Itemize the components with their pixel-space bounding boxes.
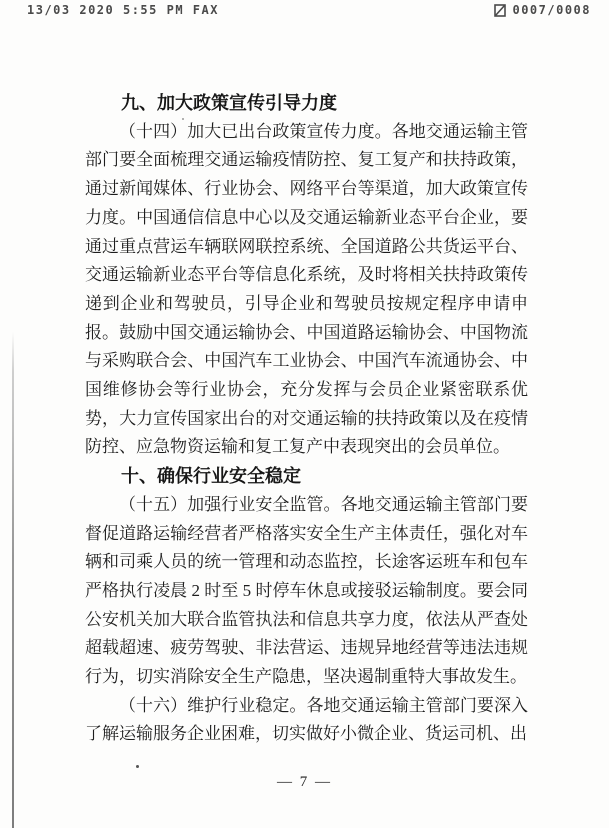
- fax-timestamp: 13/03 2020 5:55 PM FAX: [27, 3, 219, 17]
- paragraph-sixteen: （十六）维护行业稳定。各地交通运输主管部门要深入了解运输服务企业困难，切实做好小微企业、货运司机、出: [85, 695, 528, 744]
- section-heading-ten: 十、确保行业安全稳定: [121, 466, 301, 487]
- fax-page-counter: 0007/0008: [512, 3, 591, 17]
- paragraph-fourteen: （十四）加大已出台政策宣传力度。各地交通运输主管部门要全面梳理交通运输疫情防控、复工复产和扶持政策，通过新闻媒体、行业协会、网络平台等渠道，加大政策宣传力度。中国通信信息中心以及交通运输新业态平台企业，要通过重点营运车辆联网联控系统、全国道路公共货运平台、交通运输新业态平台等信息化系统，及时将相关扶持政策传递到企业和驾驶员，引导企业和驾驶员按规定程序申请申报。鼓励中国交通运输协会、中国道路运输协会、中国物流与采购联合会、中国汽车工业协会、中国汽车流通协会、中国维修协会等行业协会，充分发挥与会员企业紧密联系优势，大力宣传国家出台的对交通运输的扶持政策以及在疫情防控、应急物资运输和复工复产中表现突出的会员单位。: [85, 121, 528, 457]
- paragraph-fifteen: （十五）加强行业安全监管。各地交通运输主管部门要督促道路运输经营者严格落实安全生产主体责任，强化对车辆和司乘人员的统一管理和动态监控，长途客运班车和包车严格执行凌晨 2 时至 5 时停车休息或接驳运输制度。要会同公安机关加大联合监管执法和信息共享力度，依法从严查处超载超速、疲劳驾驶、非法营运、违规异地经营等违法违规行为，切实消除安全生产隐患，坚决遏制重特大事故发生。: [85, 494, 528, 687]
- fax-header: [27, 3, 591, 17]
- section-heading-nine: 九、加大政策宣传引导力度: [121, 93, 337, 113]
- document-body: [85, 89, 528, 749]
- fax-page-count: [494, 3, 591, 17]
- page-number: — 7 —: [277, 774, 332, 790]
- page-with-slash-icon: [494, 4, 506, 17]
- scan-edge-artifact: [12, 332, 14, 828]
- scan-speck-artifact: [136, 765, 139, 768]
